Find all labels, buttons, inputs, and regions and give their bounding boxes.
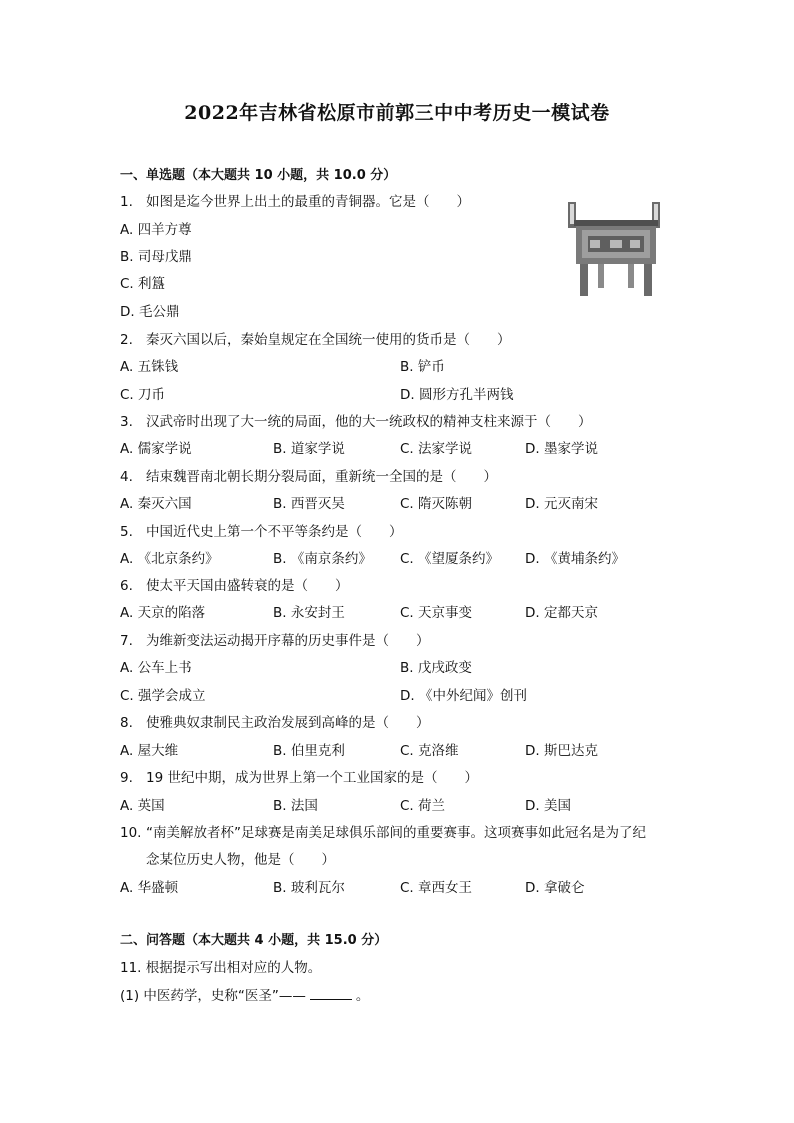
answer-blank[interactable] bbox=[310, 988, 352, 1000]
q7-option-c: C. 强学会成立 bbox=[120, 688, 206, 704]
q6-option-c: C. 天京事变 bbox=[400, 605, 473, 621]
section-heading-single-choice: 一、单选题（本大题共 10 小题，共 10.0 分） bbox=[120, 168, 397, 183]
q3-option-d: D. 墨家学说 bbox=[525, 441, 598, 457]
q9-option-c: C. 荷兰 bbox=[400, 798, 446, 814]
q10-option-b: B. 玻利瓦尔 bbox=[273, 880, 345, 896]
question-number: 6. bbox=[120, 578, 133, 594]
q2-option-d: D. 圆形方孔半两钱 bbox=[400, 387, 514, 403]
question-text: 使太平天国由盛转衰的是（ ） bbox=[146, 578, 349, 594]
question-9 bbox=[120, 766, 478, 786]
question-text: 秦灭六国以后，秦始皇规定在全国统一使用的货币是（ ） bbox=[146, 332, 511, 348]
q1-option-d: D. 毛公鼎 bbox=[120, 304, 180, 320]
q4-option-a: A. 秦灭六国 bbox=[120, 496, 192, 512]
section-heading-short-answer: 二、问答题（本大题共 4 小题，共 15.0 分） bbox=[120, 933, 388, 948]
question-6 bbox=[120, 574, 349, 594]
q8-option-c: C. 克洛维 bbox=[400, 743, 459, 759]
question-4 bbox=[120, 465, 497, 485]
q10-option-c: C. 章西女王 bbox=[400, 880, 473, 896]
sub-question-text: (1) 中医药学，史称“医圣”—— bbox=[120, 988, 306, 1004]
q7-option-a: A. 公车上书 bbox=[120, 660, 192, 676]
q6-option-b: B. 永安封王 bbox=[273, 605, 345, 621]
question-text: 19 世纪中期，成为世界上第一个工业国家的是（ ） bbox=[146, 770, 478, 786]
question-2 bbox=[120, 328, 511, 348]
question-number: 3. bbox=[120, 414, 133, 430]
question-text: “南美解放者杯”足球赛是南美足球俱乐部间的重要赛事。这项赛事如此冠名是为了纪 bbox=[146, 825, 646, 841]
q1-option-a: A. 四羊方尊 bbox=[120, 222, 192, 238]
q7-option-d: D. 《中外纪闻》创刊 bbox=[400, 688, 527, 704]
q9-option-d: D. 美国 bbox=[525, 798, 571, 814]
q10-option-a: A. 华盛顿 bbox=[120, 880, 179, 896]
question-number: 1. bbox=[120, 194, 133, 210]
q6-option-d: D. 定都天京 bbox=[525, 605, 598, 621]
question-3 bbox=[120, 410, 592, 430]
q2-option-a: A. 五铢钱 bbox=[120, 359, 179, 375]
bronze-ding-image bbox=[560, 190, 672, 300]
question-text: 汉武帝时出现了大一统的局面，他的大一统政权的精神支柱来源于（ ） bbox=[146, 414, 592, 430]
q7-option-b: B. 戊戌政变 bbox=[400, 660, 472, 676]
q5-option-c: C. 《望厦条约》 bbox=[400, 551, 500, 567]
question-11-sub-1 bbox=[120, 984, 369, 1004]
q3-option-b: B. 道家学说 bbox=[273, 441, 345, 457]
question-number: 5. bbox=[120, 524, 133, 540]
question-5 bbox=[120, 520, 403, 540]
question-8 bbox=[120, 711, 430, 731]
question-number: 2. bbox=[120, 332, 133, 348]
question-7 bbox=[120, 629, 430, 649]
question-text: 结束魏晋南北朝长期分裂局面，重新统一全国的是（ ） bbox=[146, 469, 497, 485]
question-11: 11. 根据提示写出相对应的人物。 bbox=[120, 960, 322, 976]
question-text: 中国近代史上第一个不平等条约是（ ） bbox=[146, 524, 403, 540]
question-text: 为维新变法运动揭开序幕的历史事件是（ ） bbox=[146, 633, 430, 649]
q8-option-d: D. 斯巴达克 bbox=[525, 743, 598, 759]
q1-option-c: C. 利簋 bbox=[120, 276, 166, 292]
sub-question-end: 。 bbox=[355, 988, 370, 1004]
q8-option-b: B. 伯里克利 bbox=[273, 743, 345, 759]
q3-option-c: C. 法家学说 bbox=[400, 441, 473, 457]
question-number: 9. bbox=[120, 770, 133, 786]
q2-option-c: C. 刀币 bbox=[120, 387, 166, 403]
question-number: 8. bbox=[120, 715, 133, 731]
q5-option-b: B. 《南京条约》 bbox=[273, 551, 372, 567]
q10-option-d: D. 拿破仑 bbox=[525, 880, 585, 896]
q4-option-d: D. 元灭南宋 bbox=[525, 496, 598, 512]
question-number: 4. bbox=[120, 469, 133, 485]
question-number: 7. bbox=[120, 633, 133, 649]
q2-option-b: B. 铲币 bbox=[400, 359, 445, 375]
q4-option-c: C. 隋灭陈朝 bbox=[400, 496, 473, 512]
exam-title: 2022年吉林省松原市前郭三中中考历史一模试卷 bbox=[184, 102, 610, 124]
question-10-continued: 念某位历史人物，他是（ ） bbox=[146, 852, 335, 868]
q5-option-a: A. 《北京条约》 bbox=[120, 551, 219, 567]
q5-option-d: D. 《黄埔条约》 bbox=[525, 551, 625, 567]
q3-option-a: A. 儒家学说 bbox=[120, 441, 192, 457]
q8-option-a: A. 屋大维 bbox=[120, 743, 179, 759]
q6-option-a: A. 天京的陷落 bbox=[120, 605, 206, 621]
question-number: 10. bbox=[120, 825, 142, 841]
q1-option-b: B. 司母戊鼎 bbox=[120, 249, 192, 265]
q9-option-a: A. 英国 bbox=[120, 798, 165, 814]
question-text: 如图是迄今世界上出土的最重的青铜器。它是（ ） bbox=[146, 194, 470, 210]
question-text: 使雅典奴隶制民主政治发展到高峰的是（ ） bbox=[146, 715, 430, 731]
question-10 bbox=[120, 821, 646, 841]
q4-option-b: B. 西晋灭吴 bbox=[273, 496, 345, 512]
question-1 bbox=[120, 190, 470, 210]
q9-option-b: B. 法国 bbox=[273, 798, 318, 814]
